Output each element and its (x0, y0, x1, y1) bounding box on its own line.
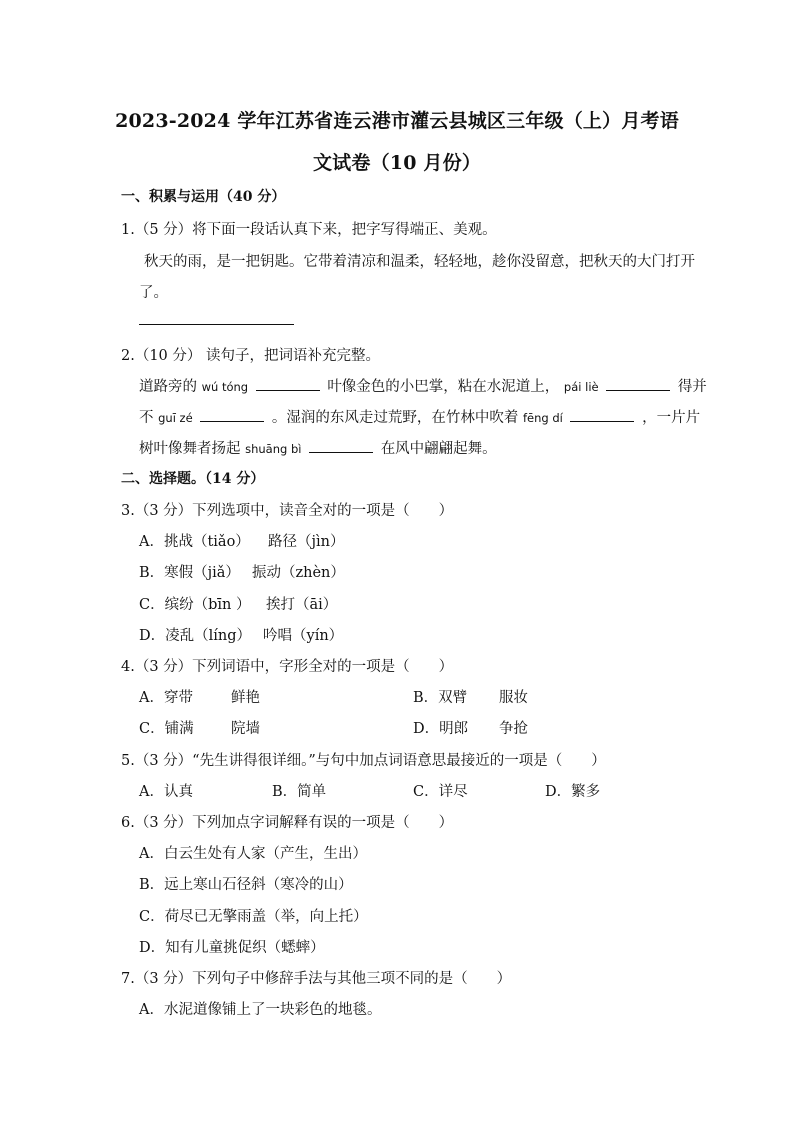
question-2-line1 (139, 375, 707, 396)
q3-option-c[interactable]: C．缤纷（bīn ） (139, 597, 251, 613)
fill-blank-2[interactable] (606, 376, 670, 391)
section-heading-2: 二、选择题。（14 分） (121, 471, 265, 487)
q2-text: 不 (139, 410, 154, 426)
q2-text: 在风中翩翩起舞。 (380, 441, 497, 457)
question-2-stem: 2.（10 分） 读句子，把词语补充完整。 (121, 348, 381, 364)
q3-option-a-word2: 路径（jìn） (268, 534, 345, 550)
q5-option-a[interactable]: A．认真 (139, 784, 193, 800)
q4-option-b-word2: 服妆 (499, 690, 528, 706)
section-heading-1: 一、积累与运用（40 分） (121, 189, 286, 205)
question-5-stem: 5.（3 分）“先生讲得很详细。”与句中加点词语意思最接近的一项是（ ） (121, 753, 606, 769)
pinyin-hint: pái liè (563, 380, 599, 394)
question-4-stem: 4.（3 分）下列词语中，字形全对的一项是（ ） (121, 659, 454, 675)
q6-option-c[interactable]: C．荷尽已无擎雨盖（举，向上托） (139, 909, 368, 925)
q5-option-b[interactable]: B．简单 (272, 784, 327, 800)
q2-text: 得并 (677, 379, 707, 395)
q3-option-a[interactable]: A．挑战（tiǎo） (139, 534, 250, 550)
q2-text: 道路旁的 (139, 379, 197, 395)
exam-title-line2: 文试卷（10 月份） (312, 152, 482, 174)
pinyin-hint: wú tóng (201, 380, 249, 394)
q6-option-b[interactable]: B．远上寒山石径斜（寒冷的山） (139, 877, 353, 893)
q6-option-a[interactable]: A．白云生处有人家（产生，生出） (139, 846, 367, 862)
q4-option-a-word2: 鲜艳 (231, 690, 260, 706)
q3-option-c-word2: 挨打（āi） (266, 597, 338, 613)
q7-option-a[interactable]: A．水泥道像铺上了一块彩色的地毯。 (139, 1002, 382, 1018)
q2-text: 叶像金色的小巴掌，粘在水泥道上， (327, 379, 560, 395)
question-1-passage-line2: 了。 (139, 285, 168, 301)
q3-option-d[interactable]: D．凌乱（líng） (139, 628, 252, 644)
q4-option-a[interactable]: A．穿带 (139, 690, 193, 706)
question-1-stem: 1.（5 分）将下面一段话认真下来，把字写得端正、美观。 (121, 222, 497, 238)
q4-option-c[interactable]: C．铺满 (139, 721, 194, 737)
q3-option-d-word2: 吟唱（yín） (263, 628, 344, 644)
q6-option-d[interactable]: D．知有儿童挑促织（蟋蟀） (139, 940, 325, 956)
q2-text: 。湿润的东风走过荒野，在竹林中吹着 (271, 410, 519, 426)
q2-text: 树叶像舞者扬起 (139, 441, 241, 457)
exam-title-line1: 2023-2024 学年江苏省连云港市灌云县城区三年级（上）月考语 (115, 110, 679, 132)
question-3-stem: 3.（3 分）下列选项中，读音全对的一项是（ ） (121, 503, 454, 519)
question-6-stem: 6.（3 分）下列加点字词解释有误的一项是（ ） (121, 815, 454, 831)
question-1-passage-line1: 秋天的雨，是一把钥匙。它带着清凉和温柔，轻轻地，趁你没留意，把秋天的大门打开 (144, 254, 695, 270)
fill-blank-5[interactable] (309, 438, 373, 453)
answer-blank-line[interactable] (139, 323, 294, 325)
question-2-line3 (139, 437, 497, 458)
question-2-line2 (139, 406, 700, 427)
q3-option-b[interactable]: B．寒假（jiǎ） (139, 565, 240, 581)
pinyin-hint: fēng dí (523, 411, 563, 425)
q5-option-d[interactable]: D．繁多 (545, 784, 601, 800)
q4-option-d-word2: 争抢 (499, 721, 528, 737)
q3-option-b-word2: 振动（zhèn） (252, 565, 345, 581)
fill-blank-3[interactable] (200, 407, 264, 422)
q2-text: ，一片片 (642, 410, 701, 426)
fill-blank-1[interactable] (256, 376, 320, 391)
fill-blank-4[interactable] (570, 407, 634, 422)
q5-option-c[interactable]: C．详尽 (413, 784, 468, 800)
q4-option-d[interactable]: D．明郎 (413, 721, 469, 737)
pinyin-hint: guī zé (158, 411, 193, 425)
q4-option-c-word2: 院墙 (231, 721, 260, 737)
pinyin-hint: shuāng bì (245, 442, 302, 456)
question-7-stem: 7.（3 分）下列句子中修辞手法与其他三项不同的是（ ） (121, 971, 512, 987)
q4-option-b[interactable]: B．双臂 (413, 690, 468, 706)
